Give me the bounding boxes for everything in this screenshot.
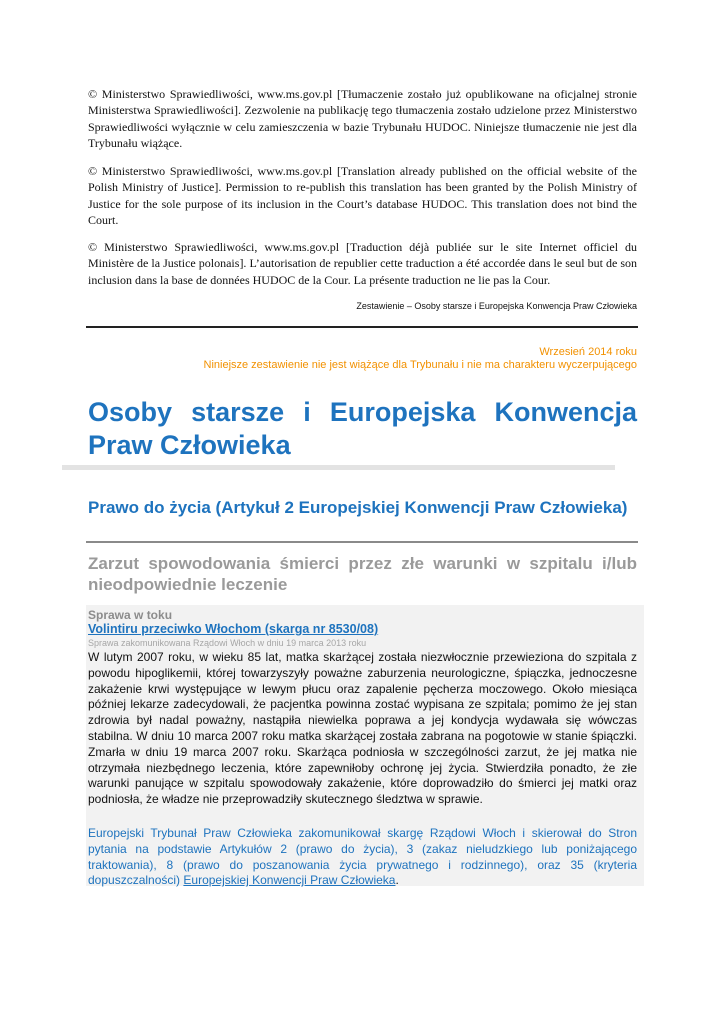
title-divider xyxy=(62,465,615,470)
court-action-text: Europejski Trybunał Praw Człowieka zakomunikował skargę Rządowi Włoch i skierował do Stron pytania na podstawie Artykułów 2 (prawo do życia), 3 (zakaz nieludzkiego lub poniżającego traktowania), 8 (prawo do poszanowania życia prywatnego i rodzinnego), oraz 35 (kryteria dopuszczalności) xyxy=(88,826,637,888)
header-divider xyxy=(86,326,638,328)
copyright-notice-english: © Ministerstwo Sprawiedliwości, www.ms.gov.pl [Translation already published on the official website of the Polish Ministry of Justice]. Permission to re-publish this translation has been granted by the Polish Ministry of Justice for the sole purpose of its inclusion in the Court’s database HUDOC. This translation does not bind the Court. xyxy=(88,164,637,228)
case-communicated-date: Sprawa zakomunikowana Rządowi Włoch w dniu 19 marca 2013 roku xyxy=(88,638,367,648)
convention-link[interactable]: Europejskiej Konwencji Praw Człowieka xyxy=(183,873,396,888)
case-title-link[interactable]: Volintiru przeciwko Włochom (skarga nr 8530/08) xyxy=(88,622,379,636)
subsection-heading: Zarzut spowodowania śmierci przez złe warunki w szpitalu i/lub nieodpowiednie leczenie xyxy=(88,554,637,594)
section-heading: Prawo do życia (Artykuł 2 Europejskiej Konwencji Praw Człowieka) xyxy=(88,498,628,517)
court-action-end: . xyxy=(395,873,399,888)
court-action xyxy=(88,826,637,889)
case-facts: W lutym 2007 roku, w wieku 85 lat, matka skarżącej została niezwłocznie przewieziona do szpitala z powodu hipoglikemii, której towarzyszyły poważne zaburzenia neurologiczne, śpiączka, jednoczesne zakażenie krwi występujące w lewym płucu oraz zapalenie pęcherza moczowego. Około miesiąca później lekarze zadecydowali, że pacjentka powinna zostać wypisana ze szpitala; pomimo że jej stan zdrowia był nadal poważny, nastąpiła niewielka poprawa a jej kondycja wydawała się wówczas stabilna. W dniu 10 marca 2007 roku matka skarżącej została zabrana na pogotowie w stanie śpiączki. Zmarła w dniu 19 marca 2007 roku. Skarżąca podniosła w szczególności zarzut, że jej matka nie otrzymała niezbędnego leczenia, które zapewniłoby ochronę jej życia. Stwierdziła ponadto, że złe warunki panujące w szpitalu spowodowały zakażenie, które doprowadziło do śmierci jej matki oraz podniosła, że władze nie przeprowadziły skutecznego śledztwa w sprawie. xyxy=(88,650,637,807)
running-header: Zestawienie – Osoby starsze i Europejska Konwencja Praw Człowieka xyxy=(356,301,637,311)
section-divider xyxy=(86,541,638,543)
publication-date: Wrzesień 2014 roku xyxy=(539,346,637,358)
page-title: Osoby starsze i Europejska Konwencja Praw Człowieka xyxy=(88,397,637,460)
disclaimer: Niniejsze zestawienie nie jest wiążące dla Trybunału i nie ma charakteru wyczerpującego xyxy=(203,359,637,371)
copyright-notice-french: © Ministerstwo Sprawiedliwości, www.ms.gov.pl [Traduction déjà publiée sur le site Internet officiel du Ministère de la Justice polonais]. L’autorisation de republier cette traduction a été accordée dans le seul but de son inclusion dans la base de données HUDOC de la Cour. La présente traduction ne lie pas la Cour. xyxy=(88,240,637,287)
case-status-label: Sprawa w toku xyxy=(88,608,173,622)
copyright-notice-polish: © Ministerstwo Sprawiedliwości, www.ms.gov.pl [Tłumaczenie zostało już opublikowane na oficjalnej stronie Ministerstwa Sprawiedliwości]. Zezwolenie na publikację tego tłumaczenia zostało udzielone przez Ministerstwo Sprawiedliwości wyłącznie w celu zamieszczenia w bazie Trybunału HUDOC. Niniejsze tłumaczenie nie jest dla Trybunału wiążące. xyxy=(88,87,637,151)
